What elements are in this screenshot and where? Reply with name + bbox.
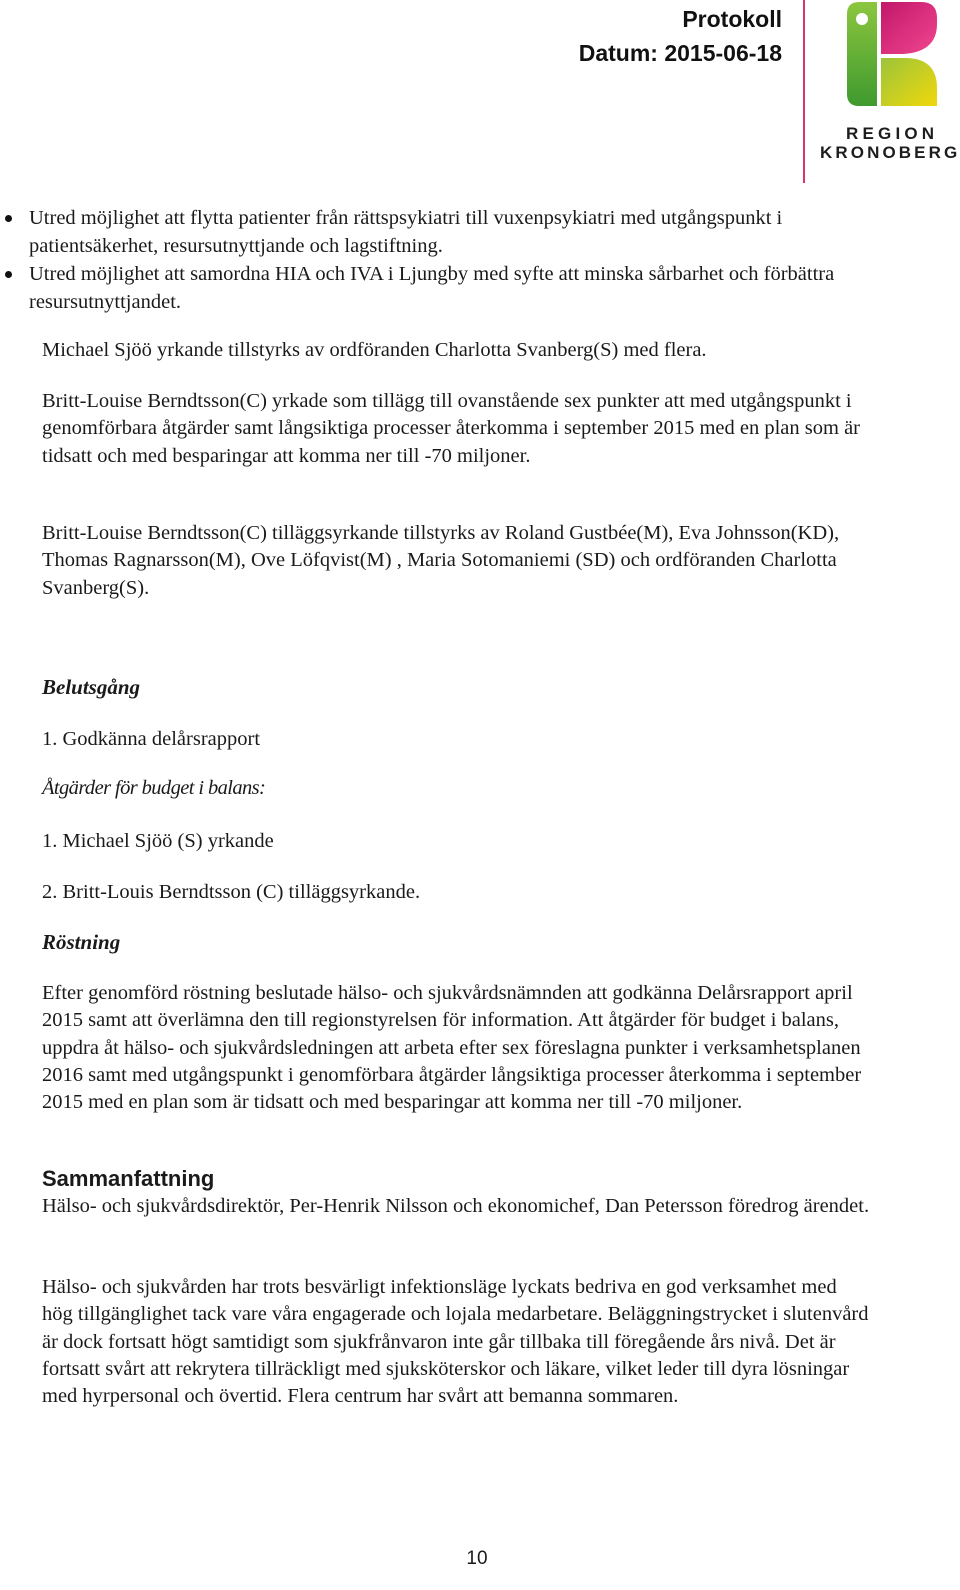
paragraph-rostning: Efter genomförd röstning beslutade hälso- och sjukvårdsnämnden att godkänna Delårsrapport april 2015 samt att överlämna den till regionstyrelsen för information. Att åtgärder för budget i balans, uppdra åt hälso- och sjukvårdsledningen att arbeta efter sex föreslagna punkter i verksamhetsplanen 2016 samt med utgångspunkt i genomförbara åtgärder långsiktiga processer återkomma i september 2015 med en plan som är tidsatt och med besparingar att komma ner till -70 miljoner.	[42, 982, 862, 1114]
paragraph-berndtsson-motion: Britt-Louise Berndtsson(C) yrkade som tillägg till ovanstående sex punkter att med utgångspunkt i genomförbara åtgärder samt långsiktiga processer återkomma i september 2015 med en plan som är tidsatt och med besparingar att komma ner till -70 miljoner.	[42, 390, 861, 467]
heading-belutsgang: Belutsgång	[42, 675, 141, 699]
bullet-item: Utred möjlighet att flytta patienter från rättspsykiatri till vuxenpsykiatri med utgångspunkt i patientsäkerhet, resursutnyttjande och lagstiftning.	[0, 204, 900, 260]
logo-text-kronoberg: KRONOBERG	[820, 143, 960, 162]
paragraph-summary-body: Hälso- och sjukvården har trots besvärligt infektionsläge lyckats bedriva en god verksamhet med hög tillgänglighet tack vare våra engagerade och lojala medarbetare. Beläggningstrycket i slutenvård är dock fortsatt högt samtidigt som sjukfrånvaron inte går tillbaka till föregående års nivå. Det är fortsatt svårt att rekrytera tillräckligt med sjuksköterskor och läkare, vilket leder till dyra lösningar med hyrpersonal och övertid. Flera centrum har svårt att bemanna sommaren.	[42, 1276, 869, 1408]
bullet-list	[0, 204, 900, 316]
logo-text-region: REGION	[846, 124, 939, 143]
document-date: Datum: 2015-06-18	[578, 40, 782, 66]
decision-item: 2. Britt-Louis Berndtsson (C) tilläggsyrkande.	[42, 881, 421, 903]
paragraph-summary-presenters: Hälso- och sjukvårdsdirektör, Per-Henrik Nilsson och ekonomichef, Dan Petersson föredrog ärendet.	[42, 1195, 870, 1217]
page-number: 10	[466, 1548, 488, 1569]
document-type-title: Protokoll	[682, 6, 782, 32]
decision-item: 1. Michael Sjöö (S) yrkande	[42, 830, 274, 852]
budget-measures-label: Åtgärder för budget i balans:	[42, 777, 266, 799]
heading-sammanfattning: Sammanfattning	[42, 1166, 215, 1191]
region-kronoberg-logo-icon	[843, 2, 939, 108]
paragraph-michael-motion: Michael Sjöö yrkande tillstyrks av ordföranden Charlotta Svanberg(S) med flera.	[42, 339, 707, 361]
header-divider	[803, 0, 805, 183]
bullet-item: Utred möjlighet att samordna HIA och IVA i Ljungby med syfte att minska sårbarhet och förbättra resursutnyttjandet.	[0, 260, 900, 316]
heading-rostning: Röstning	[42, 930, 121, 954]
decision-item: 1. Godkänna delårsrapport	[42, 728, 261, 750]
paragraph-berndtsson-support: Britt-Louise Berndtsson(C) tilläggsyrkande tillstyrks av Roland Gustbée(M), Eva Johnsson(KD), Thomas Ragnarsson(M), Ove Löfqvist(M) , Maria Sotomaniemi (SD) och ordföranden Charlotta Svanberg(S).	[42, 522, 840, 599]
